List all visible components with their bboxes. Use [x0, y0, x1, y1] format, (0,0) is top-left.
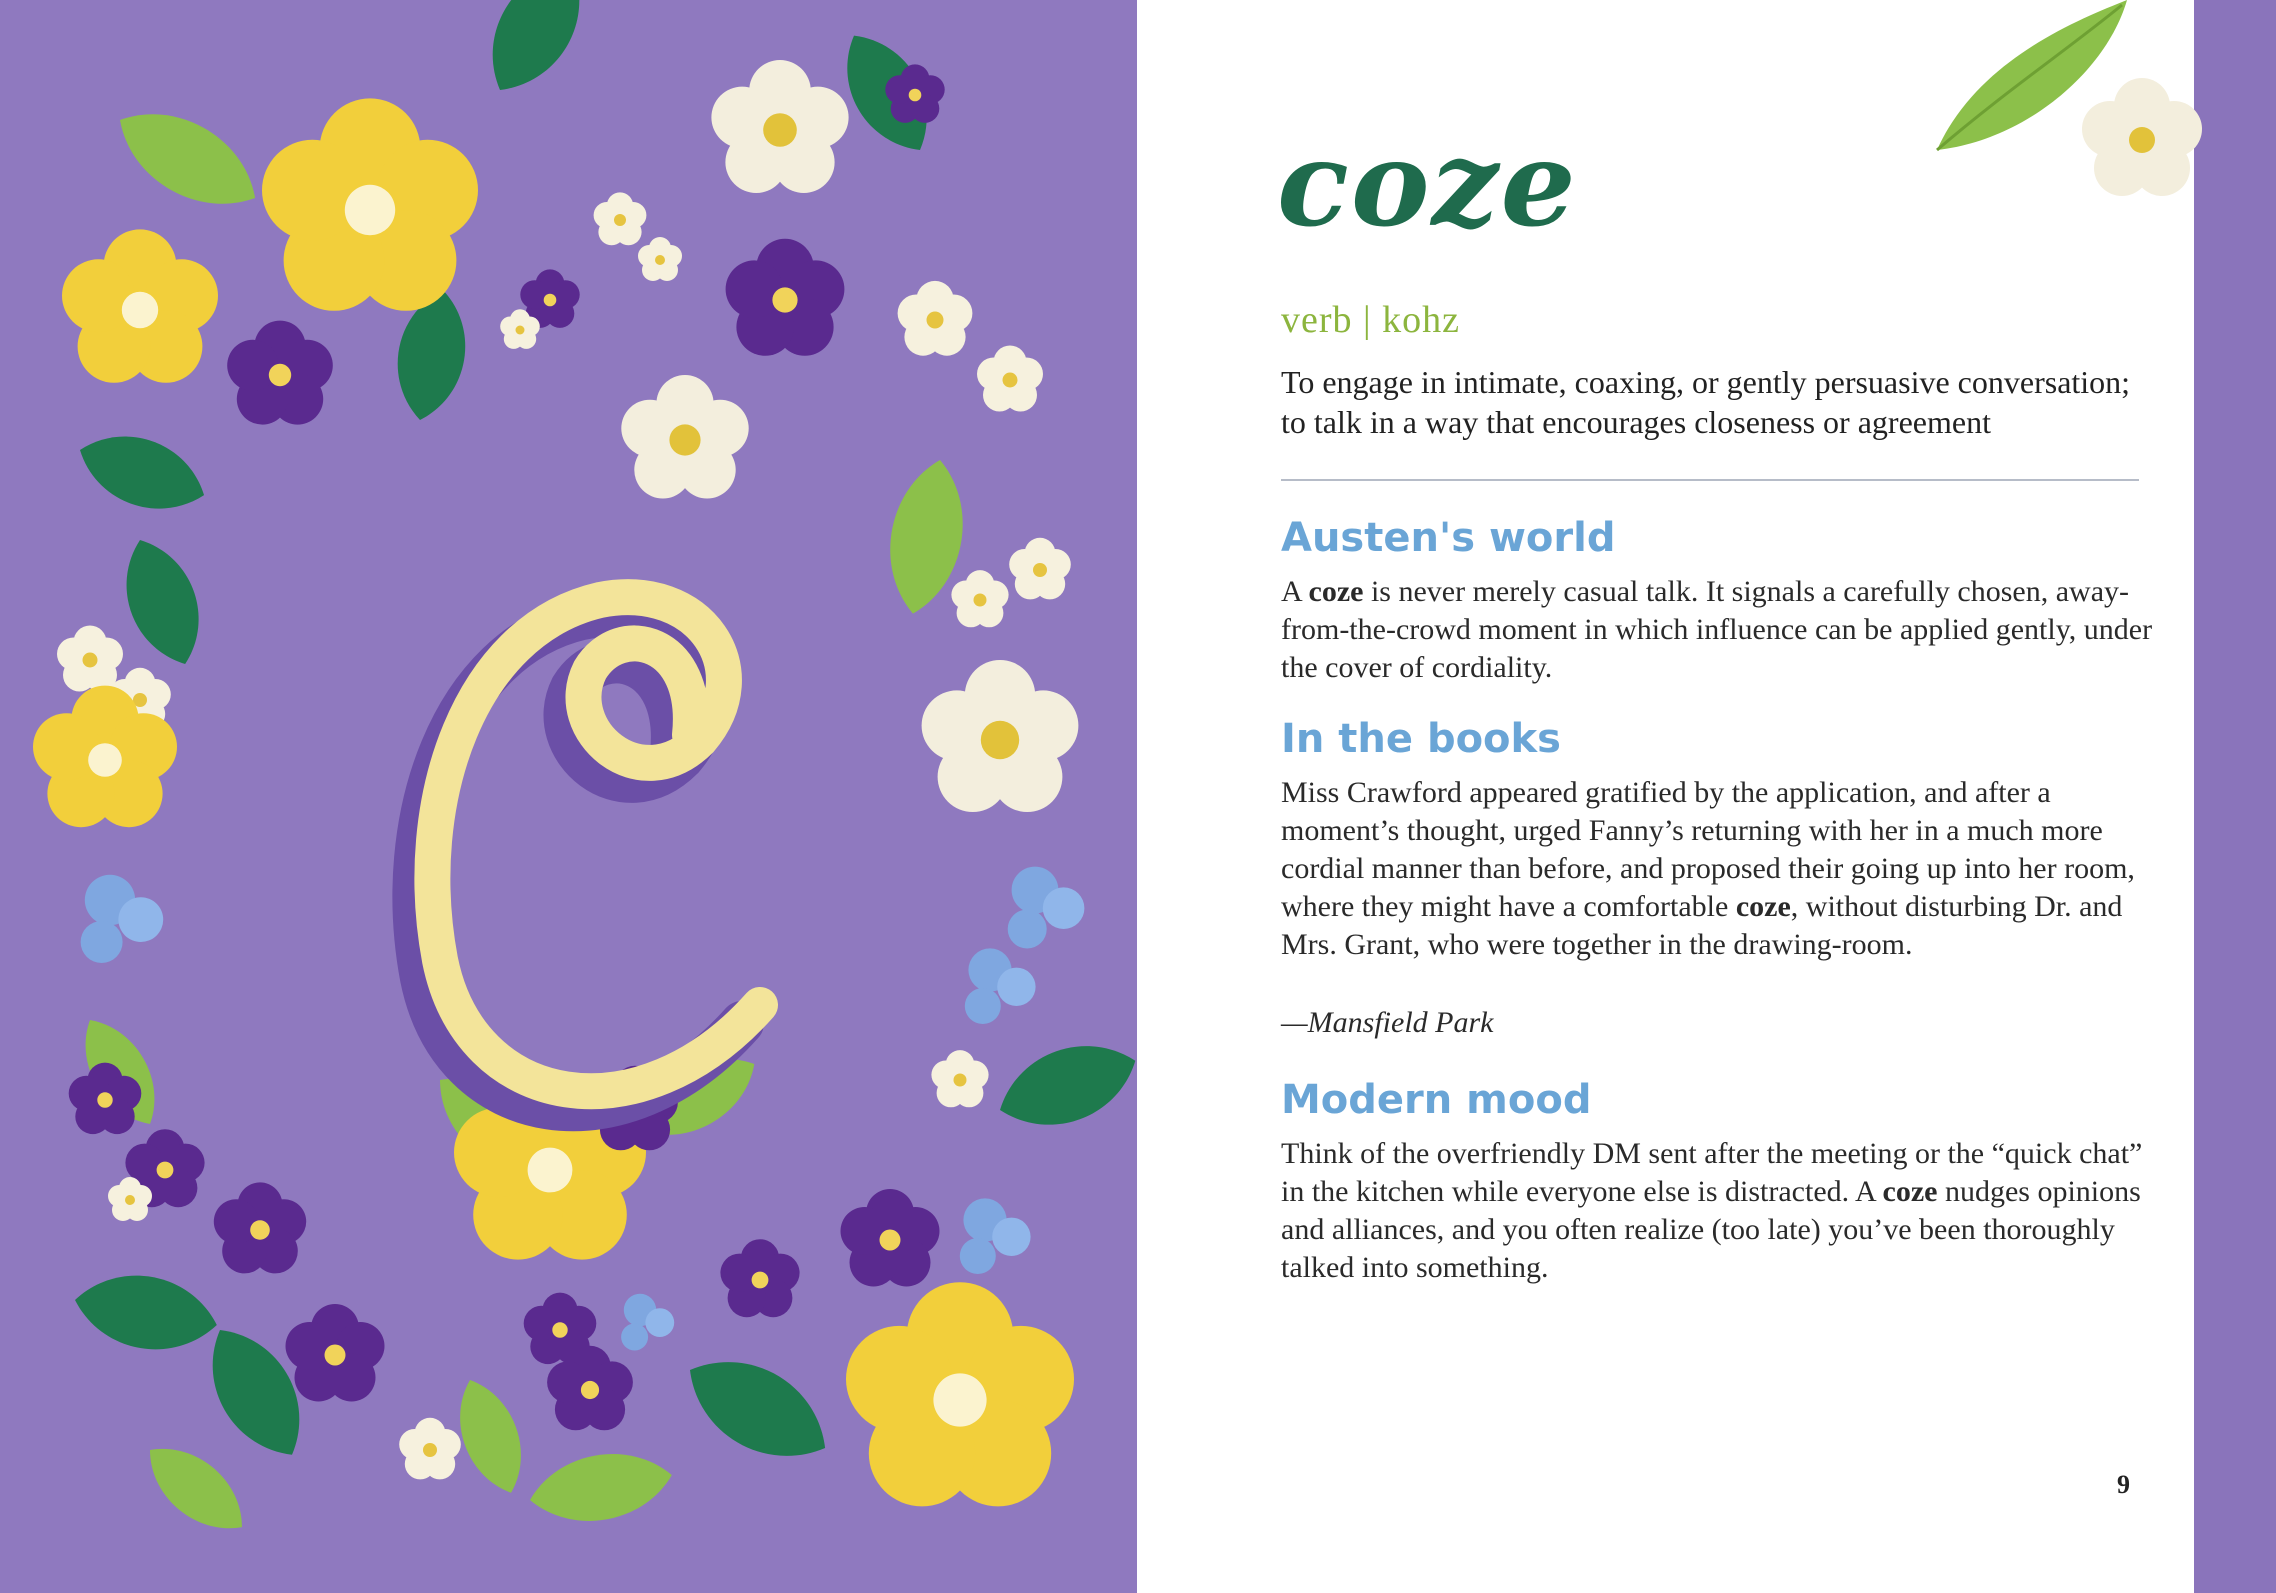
section-body-austens-world: A coze is never merely casual talk. It signals a carefully chosen, away-from-the-crowd moment in which influence can be applied gently, under the cover of cordiality.: [1281, 575, 2153, 684]
pronunciation: kohz: [1382, 299, 1461, 341]
decorative-side-strip: [2194, 0, 2276, 1593]
part-of-speech-line: [1281, 298, 1460, 342]
floral-letter-illustration: [0, 0, 1137, 1593]
part-of-speech: verb: [1281, 299, 1353, 341]
quote-attribution: —Mansfield Park: [1281, 1006, 1494, 1039]
right-text-page: [1137, 0, 2276, 1593]
definition: To engage in intimate, coaxing, or gently persuasive conversation; to talk in a way that encourages closeness or agreement: [1281, 364, 2131, 440]
left-illustration-page: [0, 0, 1137, 1593]
divider: [1281, 479, 2139, 481]
bold-term: coze: [1308, 575, 1364, 608]
section-body-modern-mood: Think of the overfriendly DM sent after the meeting or the “quick chat” in the kitchen while everyone else is distracted. A coze nudges opinions and alliances, and you often realize (too late) you’ve been thoroughly talked into something.: [1281, 1137, 2143, 1284]
section-heading-austens-world: Austen's world: [1281, 515, 1616, 561]
section-body-in-the-books: Miss Crawford appeared gratified by the application, and after a moment’s thought, urged Fanny’s returning with her in a much more cordial manner than before, and proposed their going up into her room, where they might have a comfortable coze, without disturbing Dr. and Mrs. Grant, who were together in the drawing-room.: [1281, 776, 2135, 961]
bold-term: coze: [1882, 1175, 1938, 1208]
bold-term: coze: [1735, 890, 1791, 923]
headword: coze: [1277, 114, 1578, 253]
initial-letter-illustration: [414, 597, 760, 1109]
corner-flower-illustration: [1917, 0, 2217, 200]
pos-separator: |: [1363, 299, 1372, 341]
section-heading-modern-mood: Modern mood: [1281, 1077, 1592, 1123]
section-heading-in-the-books: In the books: [1281, 716, 1561, 762]
page-number: 9: [2117, 1470, 2130, 1499]
